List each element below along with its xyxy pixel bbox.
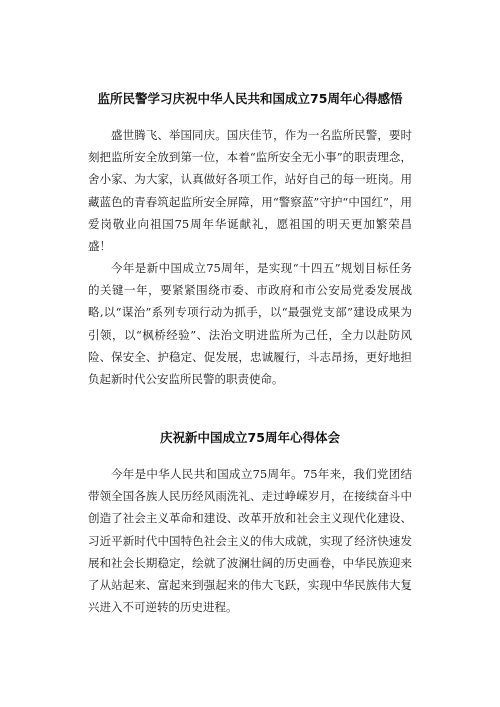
section-title: 监所民警学习庆祝中华人民共和国成立75周年心得感悟 xyxy=(97,91,403,106)
section-title: 庆祝新中国成立75周年心得体会 xyxy=(160,430,340,445)
body-paragraph: 盛世腾飞、举国同庆。国庆佳节，作为一名监所民警，要时刻把监所安全放到第一位，本着“监所安全无小事”的职责理念，舍小家、为大家，认真做好各项工作，站好自己的每一班岗。用藏蓝色的青春筑起监所安全屏障，用“警察蓝”守护“中国红”，用爱岗敬业向祖国75周年华诞献礼，愿祖国的明天更加繁荣昌盛！ xyxy=(88,128,412,254)
body-paragraph: 今年是中华人民共和国成立75周年。75年来，我们党团结带领全国各族人民历经风雨洗礼、走过峥嵘岁月，在接续奋斗中创造了社会主义革命和建设、改革开放和社会主义现代化建设、习近平新时代中国特色社会主义的伟大成就，实现了经济快速发展和社会长期稳定，绘就了波澜壮阔的历史画卷，中华民族迎来了从站起来、富起来到强起来的伟大飞跃，实现中华民族伟大复兴进入不可逆转的历史进程。 xyxy=(88,467,412,615)
body-paragraph: 今年是新中国成立75周年，是实现“十四五”规划目标任务的关键一年，要紧紧围绕市委、市政府和市公安局党委发展战略,以“谋治”系列专项行动为抓手，以“最强党支部”建设成果为引领，以“枫桥经验”、法治文明进监所为己任，全力以赴防风险、保安全、护稳定、促发展，忠诚履行，斗志昂扬，更好地担负起新时代公安监所民警的职责使命。 xyxy=(88,261,412,387)
